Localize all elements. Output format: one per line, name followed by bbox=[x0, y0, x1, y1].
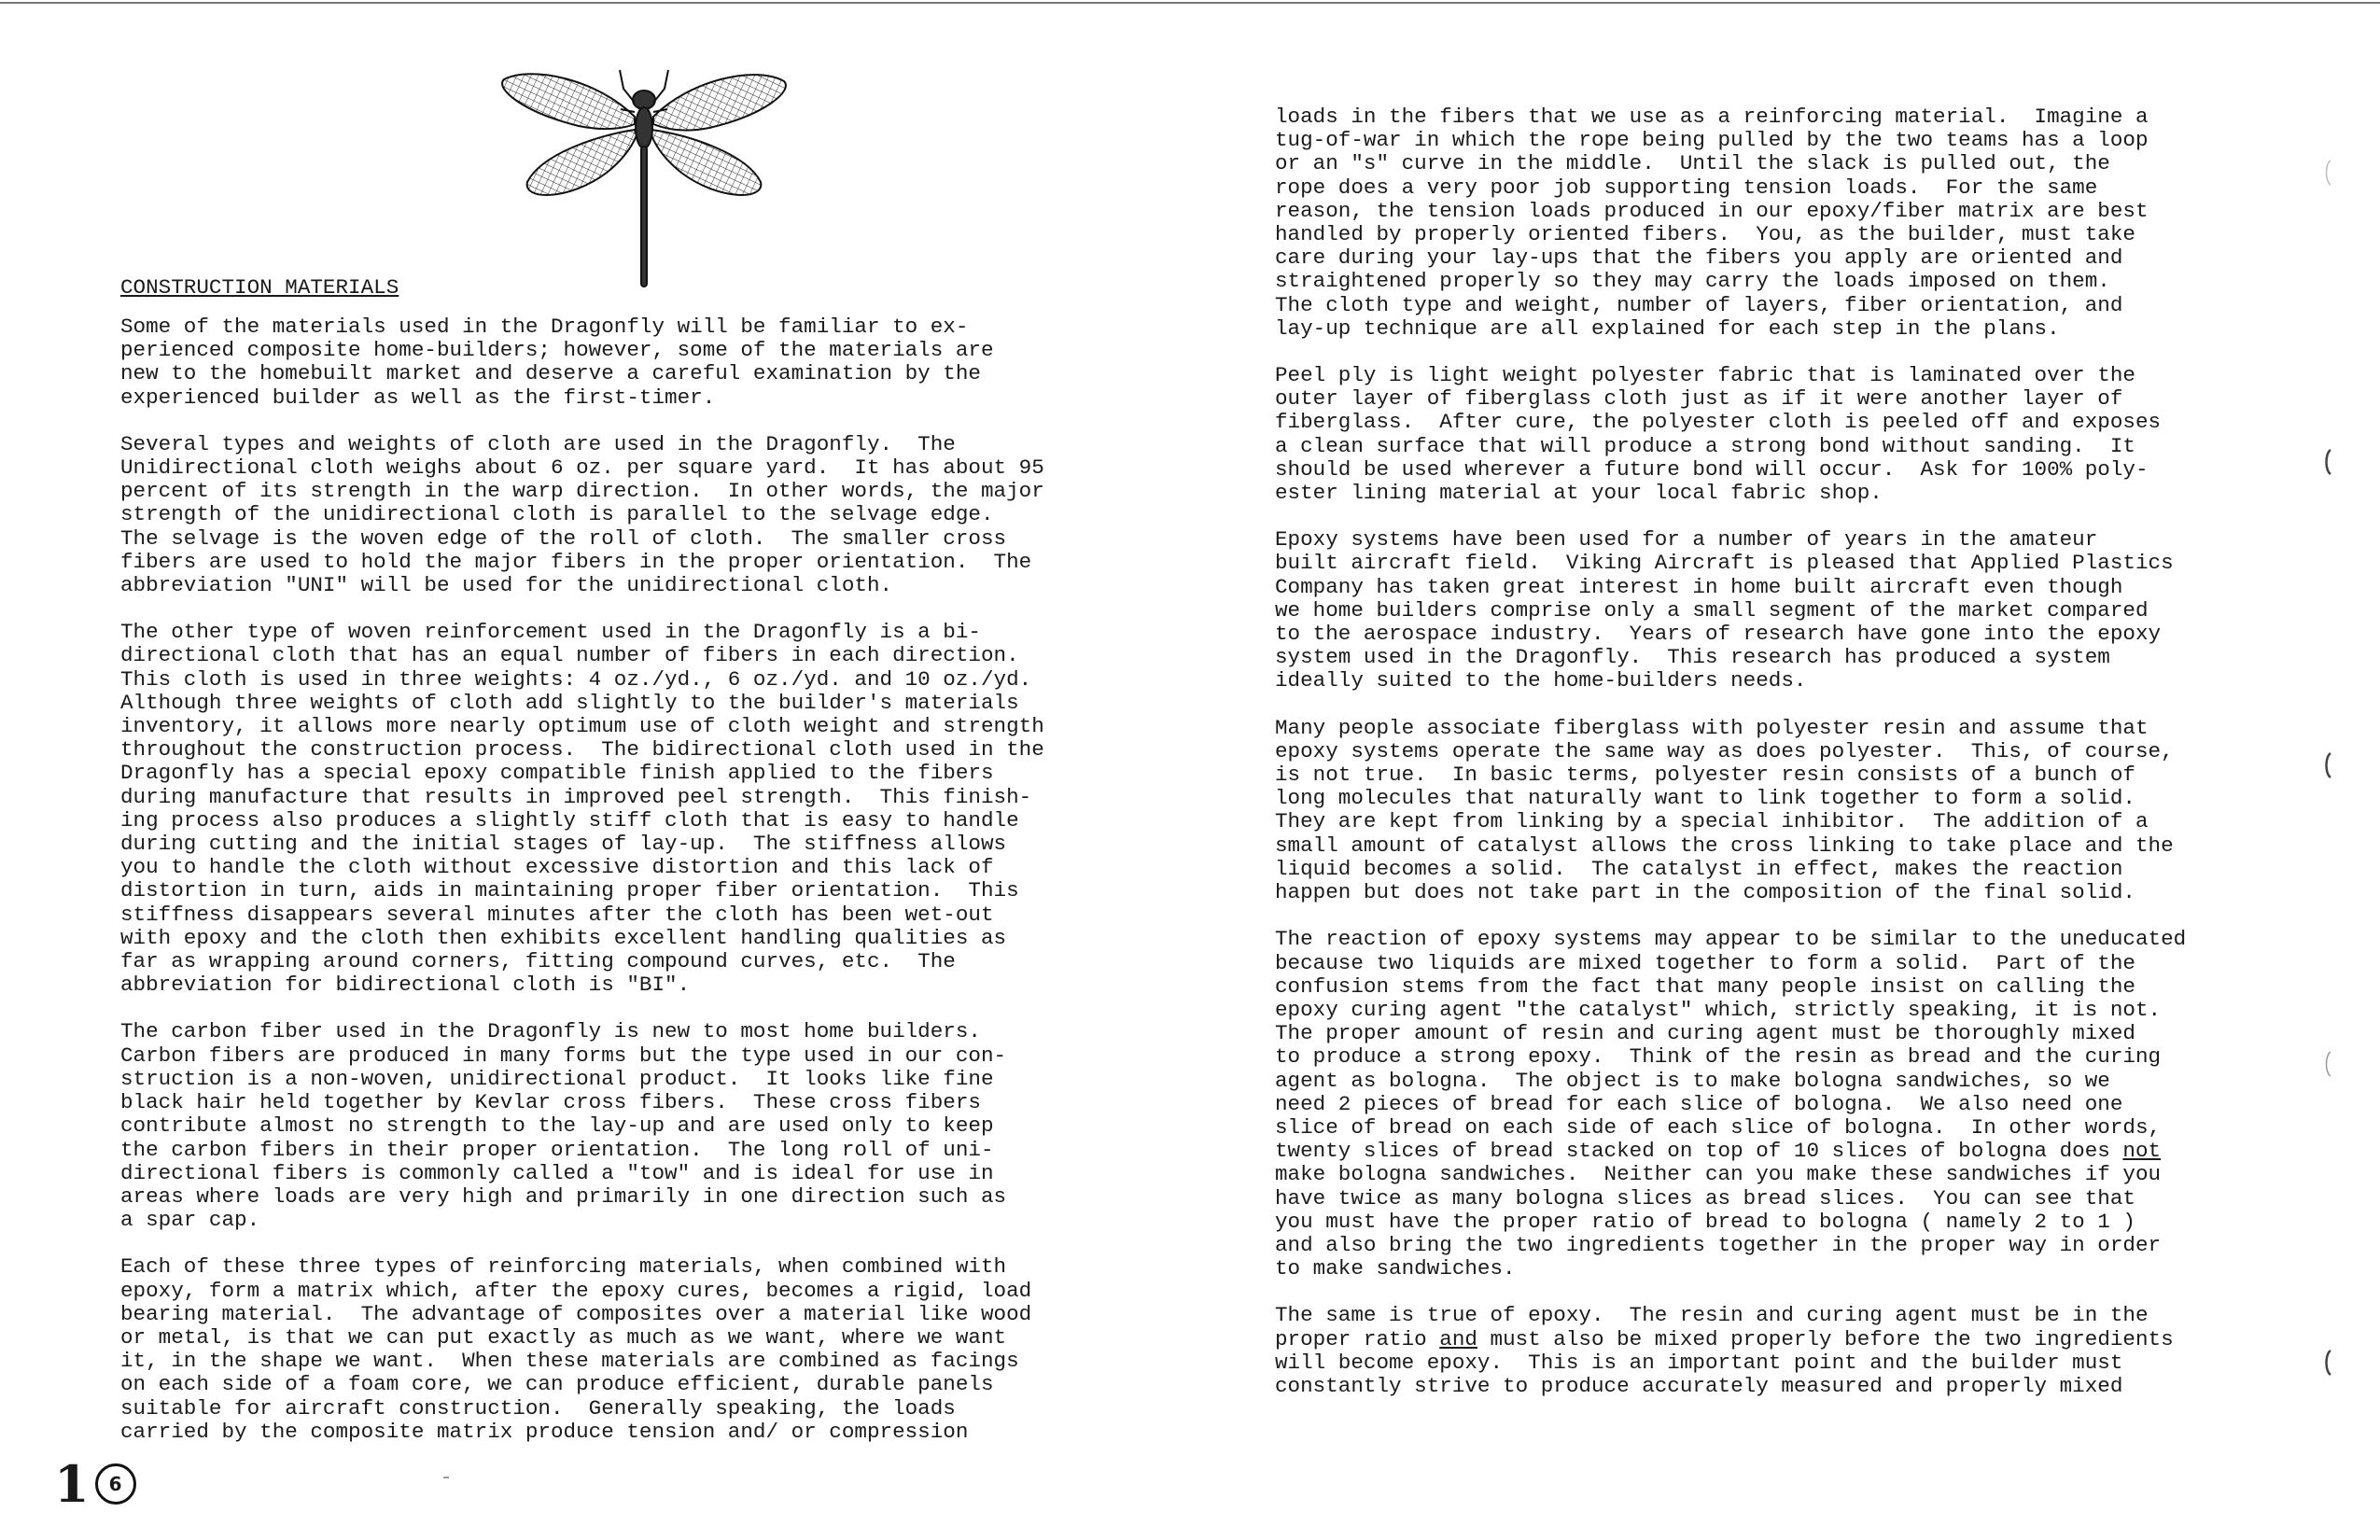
paragraph-epoxy-systems: Epoxy systems have been used for a number of years in the amateur built aircraft field. Viking Aircraft is pleased that Applied Plastics Company has taken great interest in home built aircraft even though we home builders comprise only a small segment of the market compared to the aerospace industry. Years of research have gone into the epoxy system used in the Dragonfly. This research has produced a system ideally suited to the home-builders needs. bbox=[1275, 527, 2174, 693]
binder-hole-mark bbox=[2321, 751, 2334, 779]
paragraph-peel-ply: Peel ply is light weight polyester fabric that is laminated over the outer layer of fiberglass cloth just as if it were another layer of fiberglass. After cure, the polyester cloth is peeled off and exposes a clean surface that will produce a strong bond without sanding. It should be used wherever a future bond will occur. Ask for 100% poly- ester lining material at your local fabric shop. bbox=[1275, 363, 2162, 506]
page-number-main: 1 bbox=[54, 1454, 90, 1514]
dragonfly-illustration bbox=[495, 61, 793, 289]
paragraph-bidirectional-cloth: The other type of woven reinforcement used in the Dragonfly is a bi- directional cloth that has an equal number of fibers in each direction. This cloth is used in three weights: 4 oz./yd., 6 oz./yd. and 10 oz./yd. Although three weights of cloth add slightly to the builder's materials inventory, it allows more nearly optimum use of cloth weight and strength throughout the construction process. The bidirectional cloth used in the Dragonfly has a special epoxy compatible finish applied to the fibers during manufacture that results in improved peel strength. This finish- ing process also produces a slightly stiff cloth that is easy to handle during cutting and the initial stages of lay-up. The stiffness allows you to handle the cloth without excessive distortion and this lack of distortion in turn, aids in maintaining proper fiber orientation. This stiffness disappears several minutes after the cloth has been wet-out with epoxy and the cloth then exhibits excellent handling qualities as far as wrapping around corners, fitting compound curves, etc. The abbreviation for bidirectional cloth is "BI". bbox=[120, 620, 1044, 998]
text-segment: must also be mixed properly before the two ingredients will become epoxy. This is an important point and the builder must constantly strive to produce accurately measured and properly mixed bbox=[1275, 1326, 2174, 1398]
underlined-word-and: and bbox=[1439, 1326, 1477, 1351]
binder-hole-mark bbox=[2321, 159, 2334, 187]
scan-mark bbox=[443, 1477, 449, 1478]
binder-hole-mark bbox=[2321, 1050, 2334, 1078]
binder-hole-mark bbox=[2321, 1349, 2334, 1377]
section-heading: CONSTRUCTION MATERIALS bbox=[120, 275, 399, 300]
page-number-circle: 6 bbox=[95, 1463, 136, 1505]
text-segment: make bologna sandwiches. Neither can you make these sandwiches if you have twice as many bologna slices as bread slices. You can see that you must have the proper ratio of bread to bologna ( namely 2 to 1 ) and also bring the two ingredients together in the proper way in order to make sandwiches. bbox=[1275, 1162, 2162, 1281]
paragraph-composite-matrix: Each of these three types of reinforcing materials, when combined with epoxy, form a matrix which, after the epoxy cures, becomes a rigid, load bearing material. The advantage of composites over a material like wood or metal, is that we can put exactly as much as we want, where we want it, in the shape we want. When these materials are combined as facings on each side of a foam core, we can produce efficient, durable panels suitable for aircraft construction. Generally speaking, the loads carried by the composite matrix produce tension and/ or compression bbox=[120, 1254, 1032, 1444]
paragraph-polyester-comparison: Many people associate fiberglass with polyester resin and assume that epoxy systems operate the same way as does polyester. This, of course, is not true. In basic terms, polyester resin consists of a bunch of long molecules that naturally want to link together to form a solid. They are kept from linking by a special inhibitor. The addition of a small amount of catalyst allows the cross linking to take place and the liquid becomes a solid. The catalyst in effect, makes the reaction happen but does not take part in the composition of the final solid. bbox=[1275, 715, 2174, 905]
top-scan-edge bbox=[0, 2, 2380, 4]
text-segment: The same is true of epoxy. The resin and curing agent must be in the proper ratio bbox=[1275, 1303, 2149, 1351]
paragraph-mixing-importance bbox=[1275, 1304, 2186, 1398]
paragraph-materials-intro: Some of the materials used in the Dragonfly will be familiar to ex- perienced composite home-builders; however, some of the materials are new to the homebuilt market and deserve a careful examination by the experienced builder as well as the first-timer. bbox=[120, 315, 994, 410]
binder-hole-mark bbox=[2321, 448, 2334, 476]
page-number bbox=[54, 1456, 136, 1512]
left-text-column bbox=[120, 315, 1044, 1467]
paragraph-fiber-loads: loads in the fibers that we use as a reinforcing material. Imagine a tug-of-war in which the rope being pulled by the two teams has a loop or an "s" curve in the middle. Until the slack is pulled out, the rope does a very poor job supporting tension loads. For the same reason, the tension loads produced in our epoxy/fiber matrix are best handled by properly oriented fibers. You, as the builder, must take care during your lay-ups that the fibers you apply are oriented and straightened properly so they may carry the loads imposed on them. The cloth type and weight, number of layers, fiber orientation, and lay-up technique are all explained for each step in the plans. bbox=[1275, 105, 2149, 341]
text-segment: The reaction of epoxy systems may appear to be similar to the uneducated because two liquids are mixed together to form a solid. Part of the confusion stems from the fact that many people insist on calling the epoxy curing agent "the catalyst" which, strictly speaking, it is not. The proper amount of resin and curing agent must be thoroughly mixed to produce a strong epoxy. Think of the resin as bread and the curing agent as bologna. The object is to make bologna sandwiches, so we need 2 pieces of bread for each slice of bologna. We also need one slice of bread on each side of each slice of bologna. In other words, twenty slices of bread stacked on top of 10 slices of bologna does bbox=[1275, 927, 2187, 1164]
right-text-column bbox=[1275, 105, 2186, 1421]
underlined-word-not: not bbox=[2122, 1139, 2162, 1164]
paragraph-carbon-fiber: The carbon fiber used in the Dragonfly is new to most home builders. Carbon fibers are produced in many forms but the type used in our con- struction is a non-woven, unidirectional product. It looks like fine black hair held together by Kevlar cross fibers. These cross fibers contribute almost no strength to the lay-up and are used only to keep the carbon fibers in their proper orientation. The long roll of uni- directional fibers is commonly called a "tow" and is ideal for use in areas where loads are very high and primarily in one direction such as a spar cap. bbox=[120, 1019, 1007, 1233]
paragraph-unidirectional-cloth: Several types and weights of cloth are used in the Dragonfly. The Unidirectional cloth weighs about 6 oz. per square yard. It has about 95 percent of its strength in the warp direction. In other words, the major strength of the unidirectional cloth is parallel to the selvage edge. The selvage is the woven edge of the roll of cloth. The smaller cross fibers are used to hold the major fibers in the proper orientation. The abbreviation "UNI" will be used for the unidirectional cloth. bbox=[120, 431, 1044, 598]
paragraph-bologna-analogy bbox=[1275, 928, 2186, 1281]
